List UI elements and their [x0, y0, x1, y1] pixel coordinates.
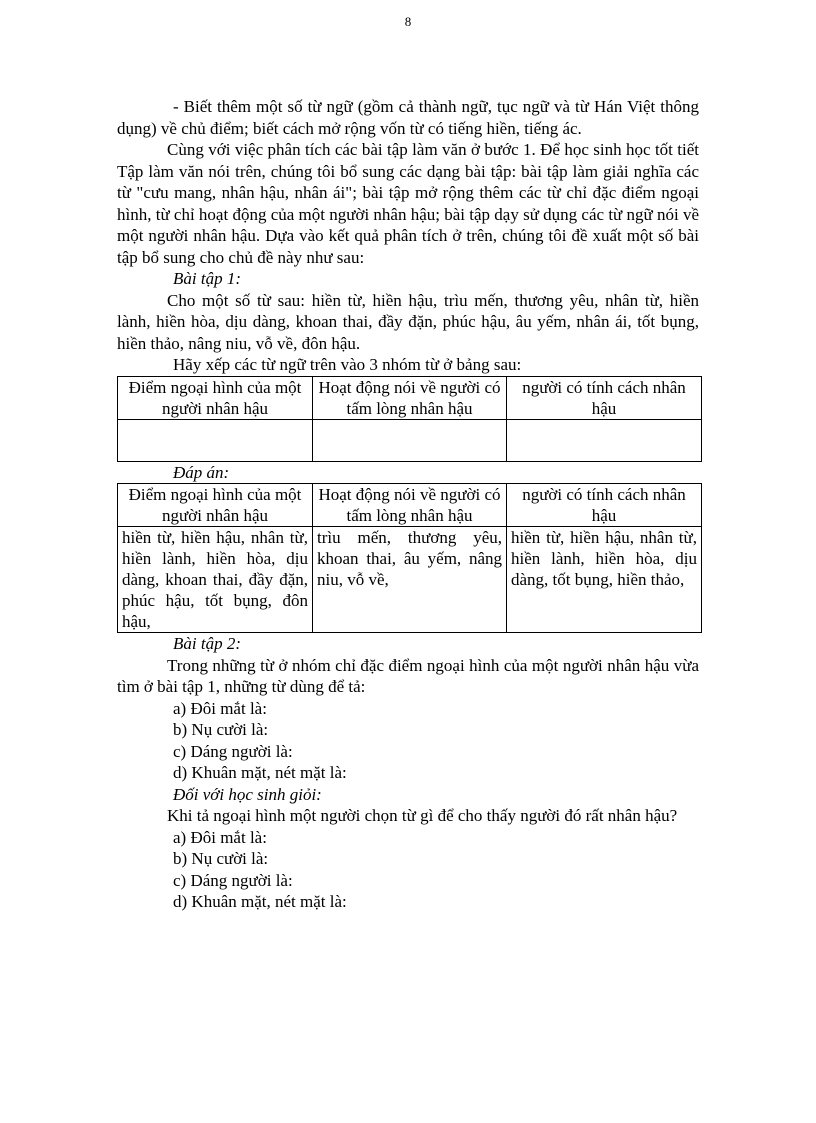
list-item: d) Khuân mặt, nét mặt là: — [173, 763, 347, 782]
exercise-1-title: Bài tập 1: — [173, 269, 241, 288]
table-cell: trìu mến, thương yêu, khoan thai, âu yếm, nâng niu, vỗ về, — [313, 527, 507, 633]
advanced-title: Đối với học sinh giỏi: — [173, 784, 322, 804]
table-cell: hiền từ, hiền hậu, nhân từ, hiền lành, hiền hòa, dịu dàng, tốt bụng, hiền thảo, — [507, 527, 702, 633]
intro-paragraph-2: Cùng với việc phân tích các bài tập làm văn ở bước 1. Để học sinh học tốt tiết Tập làm văn nói trên, chúng tôi bổ sung các dạng bài tập: bài tập làm giải nghĩa các từ "cưu mang, nhân hậu, nhân ái"; bài tập mở rộng thêm các từ chỉ đặc điểm ngoại hình, từ chỉ hoạt động của một người nhân hậu; bài tập dạy sử dụng các từ ngữ nói về một người nhân hậu. Dựa vào kết quả phân tích ở trên, chúng tôi đề xuất một số bài tập bổ sung cho chủ đề này như sau: — [117, 140, 699, 267]
table-header-cell: Điểm ngoại hình của một người nhân hậu — [118, 484, 313, 527]
exercise-1-instruction: Hãy xếp các từ ngữ trên vào 3 nhóm từ ở bảng sau: — [173, 355, 522, 374]
document-body — [117, 96, 699, 913]
list-item: c) Dáng người là: — [173, 741, 293, 761]
list-item: b) Nụ cười là: — [173, 849, 269, 868]
list-item: b) Nụ cười là: — [173, 720, 269, 739]
page-number: 8 — [404, 14, 412, 29]
list-item: a) Đôi mắt là: — [173, 698, 267, 718]
table-header-row — [118, 376, 702, 419]
table-header-cell: Hoạt động nói về người có tấm lòng nhân hậu — [313, 484, 507, 527]
answer-table — [117, 483, 702, 633]
exercise-2-text: Trong những từ ở nhóm chỉ đặc điểm ngoại hình của một người nhân hậu vừa tìm ở bài tập 1, những từ dùng để tả: — [117, 655, 699, 696]
table-cell-empty — [118, 419, 313, 461]
table-cell: hiền từ, hiền hậu, nhân từ, hiền lành, hiền hòa, dịu dàng, khoan thai, đầy đặn, phúc hậu, tốt bụng, đôn hậu, — [118, 527, 313, 633]
table-cell-empty — [313, 419, 507, 461]
advanced-text: Khi tả ngoại hình một người chọn từ gì để cho thấy người đó rất nhân hậu? — [167, 806, 678, 825]
list-item: a) Đôi mắt là: — [173, 827, 267, 847]
table-header-row — [118, 484, 702, 527]
table-row — [118, 419, 702, 461]
list-item: d) Khuân mặt, nét mặt là: — [173, 892, 347, 911]
table-header-cell: người có tính cách nhân hậu — [507, 376, 702, 419]
answer-title: Đáp án: — [173, 462, 230, 482]
table-header-cell: Hoạt động nói về người có tấm lòng nhân hậu — [313, 376, 507, 419]
table-row — [118, 527, 702, 633]
table-header-cell: Điểm ngoại hình của một người nhân hậu — [118, 376, 313, 419]
table-header-cell: người có tính cách nhân hậu — [507, 484, 702, 527]
exercise-2-title: Bài tập 2: — [173, 634, 241, 653]
exercise-1-table — [117, 376, 702, 462]
table-cell-empty — [507, 419, 702, 461]
exercise-1-text: Cho một số từ sau: hiền từ, hiền hậu, trìu mến, thương yêu, nhân từ, hiền lành, hiền hòa, dịu dàng, khoan thai, đầy đặn, phúc hậu, âu yếm, nhân ái, tốt bụng, hiền thảo, nâng niu, vỗ về, đôn hậu. — [117, 290, 699, 353]
list-item: c) Dáng người là: — [173, 870, 293, 890]
intro-paragraph-1: - Biết thêm một số từ ngữ (gồm cả thành ngữ, tục ngữ và từ Hán Việt thông dụng) về chủ điểm; biết cách mở rộng vốn từ có tiếng hiền, tiếng ác. — [117, 97, 699, 138]
